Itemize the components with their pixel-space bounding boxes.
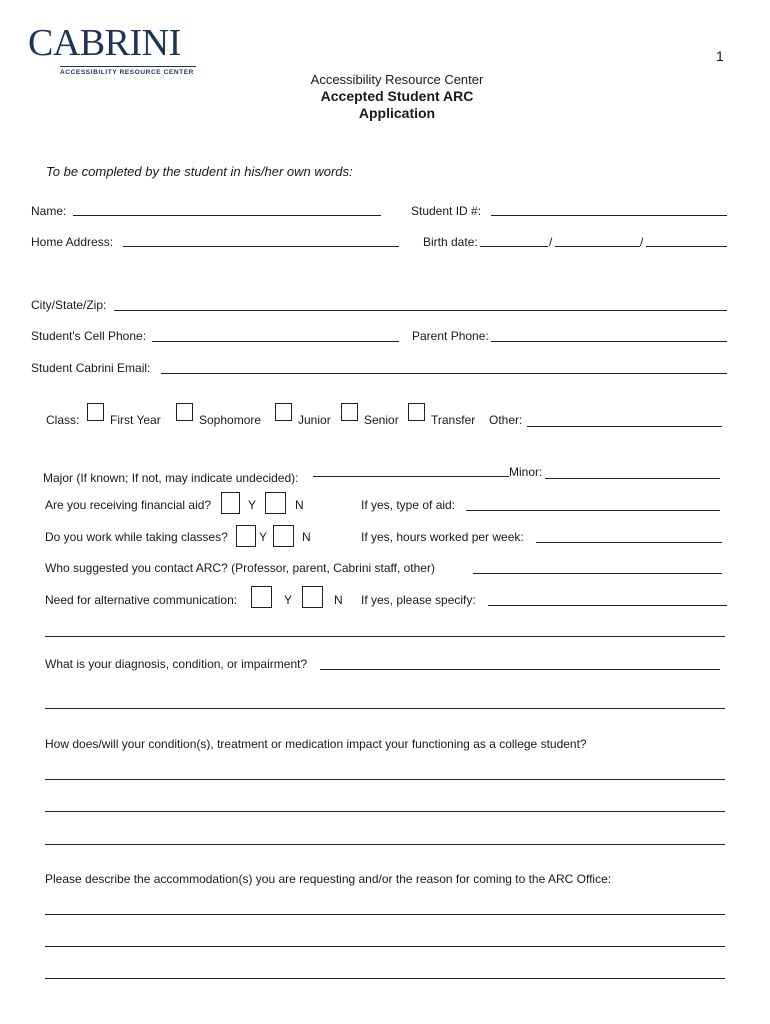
class-first-year-checkbox[interactable] [87,403,104,421]
alt-comm-no-checkbox[interactable] [302,586,323,608]
minor-label: Minor: [509,465,543,479]
financial-aid-yes-checkbox[interactable] [221,492,240,514]
page-title-line2: Application [358,105,436,121]
date-separator: / [640,235,644,249]
student-id-field[interactable] [491,215,727,216]
date-separator: / [549,235,553,249]
yes-label: Y [284,593,293,607]
logo-rule [60,66,196,67]
logo-wordmark: CABRINI [28,22,181,64]
diagnosis-field[interactable] [320,669,720,670]
diagnosis-continuation-line[interactable] [45,708,725,709]
aid-type-label: If yes, type of aid: [361,498,456,512]
accommodations-answer-line[interactable] [45,946,725,947]
alt-comm-specify-field[interactable] [488,605,727,606]
city-state-zip-label: City/State/Zip: [31,298,107,312]
yes-label: Y [248,498,257,512]
accommodations-answer-line[interactable] [45,914,725,915]
aid-type-field[interactable] [466,510,720,511]
class-other-field[interactable] [527,426,722,427]
parent-phone-label: Parent Phone: [412,329,489,343]
alt-comm-question: Need for alternative communication: [45,593,238,607]
cabrini-logo [28,24,198,80]
home-address-label: Home Address: [31,235,114,249]
class-option-label: Sophomore [199,413,262,427]
impact-answer-line[interactable] [45,779,725,780]
alt-comm-continuation-line[interactable] [45,636,725,637]
class-option-label: First Year [110,413,161,427]
birth-year-field[interactable] [646,246,727,247]
impact-answer-line[interactable] [45,811,725,812]
no-label: N [302,530,311,544]
yes-label: Y [259,530,268,544]
accommodations-question: Please describe the accommodation(s) you are requesting and/or the reason for coming to the ARC Office: [45,872,612,886]
work-yes-checkbox[interactable] [236,525,256,547]
hours-worked-label: If yes, hours worked per week: [361,530,524,544]
hours-worked-field[interactable] [536,542,722,543]
name-label: Name: [31,204,67,218]
class-senior-checkbox[interactable] [341,403,358,421]
impact-answer-line[interactable] [45,844,725,845]
diagnosis-question: What is your diagnosis, condition, or impairment? [45,657,308,671]
office-name: Accessibility Resource Center [310,72,484,87]
class-sophomore-checkbox[interactable] [176,403,193,421]
logo-subtitle: ACCESSIBILITY RESOURCE CENTER [60,69,194,76]
class-option-label: Senior [364,413,399,427]
class-option-label: Transfer [431,413,476,427]
parent-phone-field[interactable] [491,341,727,342]
alt-comm-yes-checkbox[interactable] [251,586,272,608]
birth-date-label: Birth date: [423,235,478,249]
page-number: 1 [716,48,724,64]
no-label: N [295,498,304,512]
birth-day-field[interactable] [555,246,640,247]
no-label: N [334,593,343,607]
class-option-label: Junior [298,413,331,427]
class-other-label: Other: [489,413,523,427]
work-no-checkbox[interactable] [273,525,294,547]
cell-phone-field[interactable] [152,341,399,342]
page-title: Accepted Student ARC [320,88,474,104]
email-label: Student Cabrini Email: [31,361,151,375]
minor-field[interactable] [545,478,720,479]
student-id-label: Student ID #: [411,204,482,218]
suggested-field[interactable] [473,573,722,574]
email-field[interactable] [161,373,727,374]
class-transfer-checkbox[interactable] [408,403,425,421]
work-question: Do you work while taking classes? [45,530,228,544]
financial-aid-no-checkbox[interactable] [265,492,286,514]
cell-phone-label: Student's Cell Phone: [31,329,147,343]
major-field[interactable] [313,476,509,477]
impact-question: How does/will your condition(s), treatment or medication impact your functioning as a college student? [45,737,587,751]
class-junior-checkbox[interactable] [275,403,292,421]
intro-text: To be completed by the student in his/her own words: [46,164,353,179]
accommodations-answer-line[interactable] [45,978,725,979]
name-field[interactable] [73,215,381,216]
financial-aid-question: Are you receiving financial aid? [45,498,212,512]
major-label: Major (If known; If not, may indicate undecided): [43,471,299,485]
suggested-question: Who suggested you contact ARC? (Professor, parent, Cabrini staff, other) [45,561,435,575]
alt-comm-specify-label: If yes, please specify: [361,593,476,607]
home-address-field[interactable] [123,246,399,247]
class-label: Class: [46,413,80,427]
city-state-zip-field[interactable] [114,310,727,311]
birth-month-field[interactable] [480,246,548,247]
